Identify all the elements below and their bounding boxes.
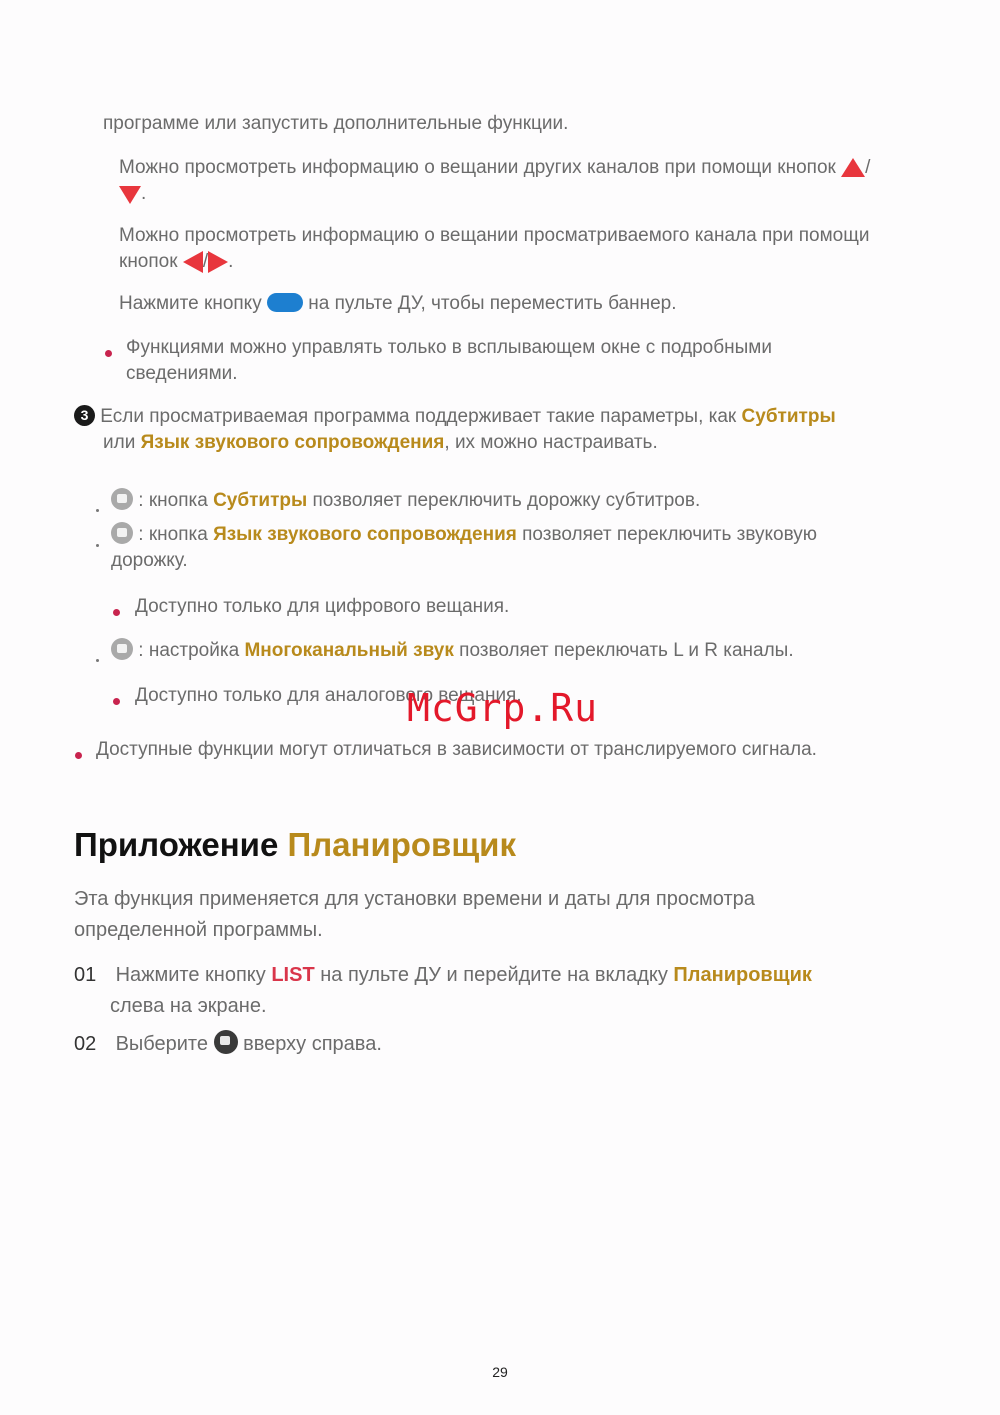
step-01: 01 Нажмите кнопку LIST на пульте ДУ и перейдите на вкладку Планировщик слева на экране. — [74, 960, 954, 1022]
subtitles-item: : кнопка Субтитры позволяет переключить дорожку субтитров. — [111, 488, 700, 514]
step-number: 02 — [74, 1033, 97, 1055]
section-title: Приложение Планировщик — [74, 826, 516, 863]
bullet-icon — [75, 752, 82, 759]
audio-language-icon — [111, 522, 133, 544]
multichannel-sound-icon — [111, 638, 133, 660]
right-arrow-icon — [208, 251, 228, 273]
list-dot — [96, 499, 99, 517]
note-signal: Доступные функции могут отличаться в зависимости от транслируемого сигнала. — [96, 739, 817, 760]
blue-button-icon — [267, 293, 303, 312]
bullet-icon — [113, 698, 120, 705]
note-bullet — [113, 603, 120, 621]
page-number: 29 — [492, 1364, 508, 1380]
note-bullet — [113, 692, 120, 710]
continued-line: программе или запустить дополнительные функции. — [103, 113, 569, 134]
step-number-badge: 3 — [74, 405, 95, 426]
down-arrow-icon — [119, 186, 141, 204]
audio-language-item: : кнопка Язык звукового сопровождения позволяет переключить звуковую дорожку. — [111, 524, 818, 571]
move-banner-paragraph: Нажмите кнопку на пульте ДУ, чтобы переместить баннер. — [119, 293, 677, 314]
subtitles-icon — [111, 488, 133, 510]
bullet-icon — [113, 609, 120, 616]
note-bullet — [105, 344, 112, 362]
note-popup: Функциями можно управлять только в всплывающем окне с подробными сведениями. — [126, 337, 772, 384]
list-dot — [96, 649, 99, 667]
note-digital: Доступно только для цифрового вещания. — [135, 596, 510, 617]
step-02: 02 Выберите вверху справа. — [74, 1029, 382, 1060]
step-3-paragraph: 3 Если просматриваемая программа поддерживает такие параметры, как Субтитры или Язык звукового сопровождения, их можно настраивать. — [74, 404, 934, 456]
multichannel-sound-item: : настройка Многоканальный звук позволяет переключать L и R каналы. — [111, 638, 794, 664]
channel-info-paragraph: Можно просмотреть информацию о вещании других каналов при помощи кнопок / . — [119, 157, 871, 204]
up-arrow-icon — [841, 158, 865, 177]
list-dot — [96, 534, 99, 552]
add-schedule-icon — [214, 1030, 238, 1054]
section-intro: Эта функция применяется для установки времени и даты для просмотра определенной программы. — [74, 888, 755, 941]
note-bullet — [75, 746, 82, 764]
current-channel-paragraph: Можно просмотреть информацию о вещании просматриваемого канала при помощи кнопок / . — [119, 225, 870, 272]
note-analog: Доступно только для аналогового вещания. — [135, 685, 522, 706]
bullet-icon — [105, 350, 112, 357]
left-arrow-icon — [183, 251, 203, 273]
step-number: 01 — [74, 964, 97, 986]
watermark-logo: McGrp.Ru — [407, 686, 599, 730]
